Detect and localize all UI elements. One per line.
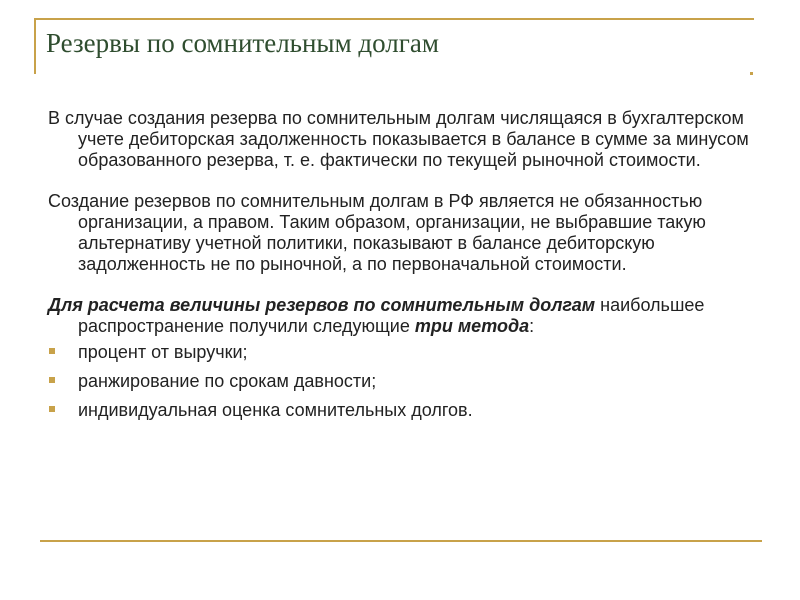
paragraph-3 [48, 295, 768, 337]
title-corner-dot [750, 72, 753, 75]
method-list-item [48, 398, 768, 422]
method-label: ранжирование по срокам давности; [78, 371, 377, 391]
bottom-divider [40, 540, 762, 542]
paragraph-3-emphasis: три метода [414, 316, 530, 336]
bullet-square-icon [49, 348, 55, 354]
method-label: индивидуальная оценка сомнительных долгов. [78, 400, 473, 420]
method-label: процент от выручки; [78, 342, 248, 362]
slide-title: Резервы по сомнительным долгам [46, 28, 439, 58]
title-frame-top-line [34, 18, 754, 20]
method-list-item [48, 369, 768, 393]
paragraph-2: Создание резервов по сомнительным долгам в РФ является не обязанностью организации, а правом. Таким образом, организации, не выбравшие такую альтернативу учетной политики, показывают в балансе дебиторскую задолженность не по рыночной, а по первоначальной стоимости. [48, 191, 706, 274]
bullet-square-icon [49, 377, 55, 383]
title-frame-left-line [34, 18, 36, 74]
paragraph-3-middle: наибольшее распространение получили следующие [78, 295, 705, 336]
paragraph-1: В случае создания резерва по сомнительным долгам числящаяся в бухгалтерском учете дебиторская задолженность показывается в балансе в сумме за минусом образованного резерва, т. е. фактически по текущей рыночной стоимости. [48, 108, 749, 170]
slide-content [48, 108, 768, 427]
bullet-square-icon [49, 406, 55, 412]
paragraph-3-end: : [529, 316, 535, 336]
method-list-item [48, 340, 768, 364]
paragraph-3-lead: Для расчета величины резервов по сомнительным долгам [48, 295, 596, 315]
